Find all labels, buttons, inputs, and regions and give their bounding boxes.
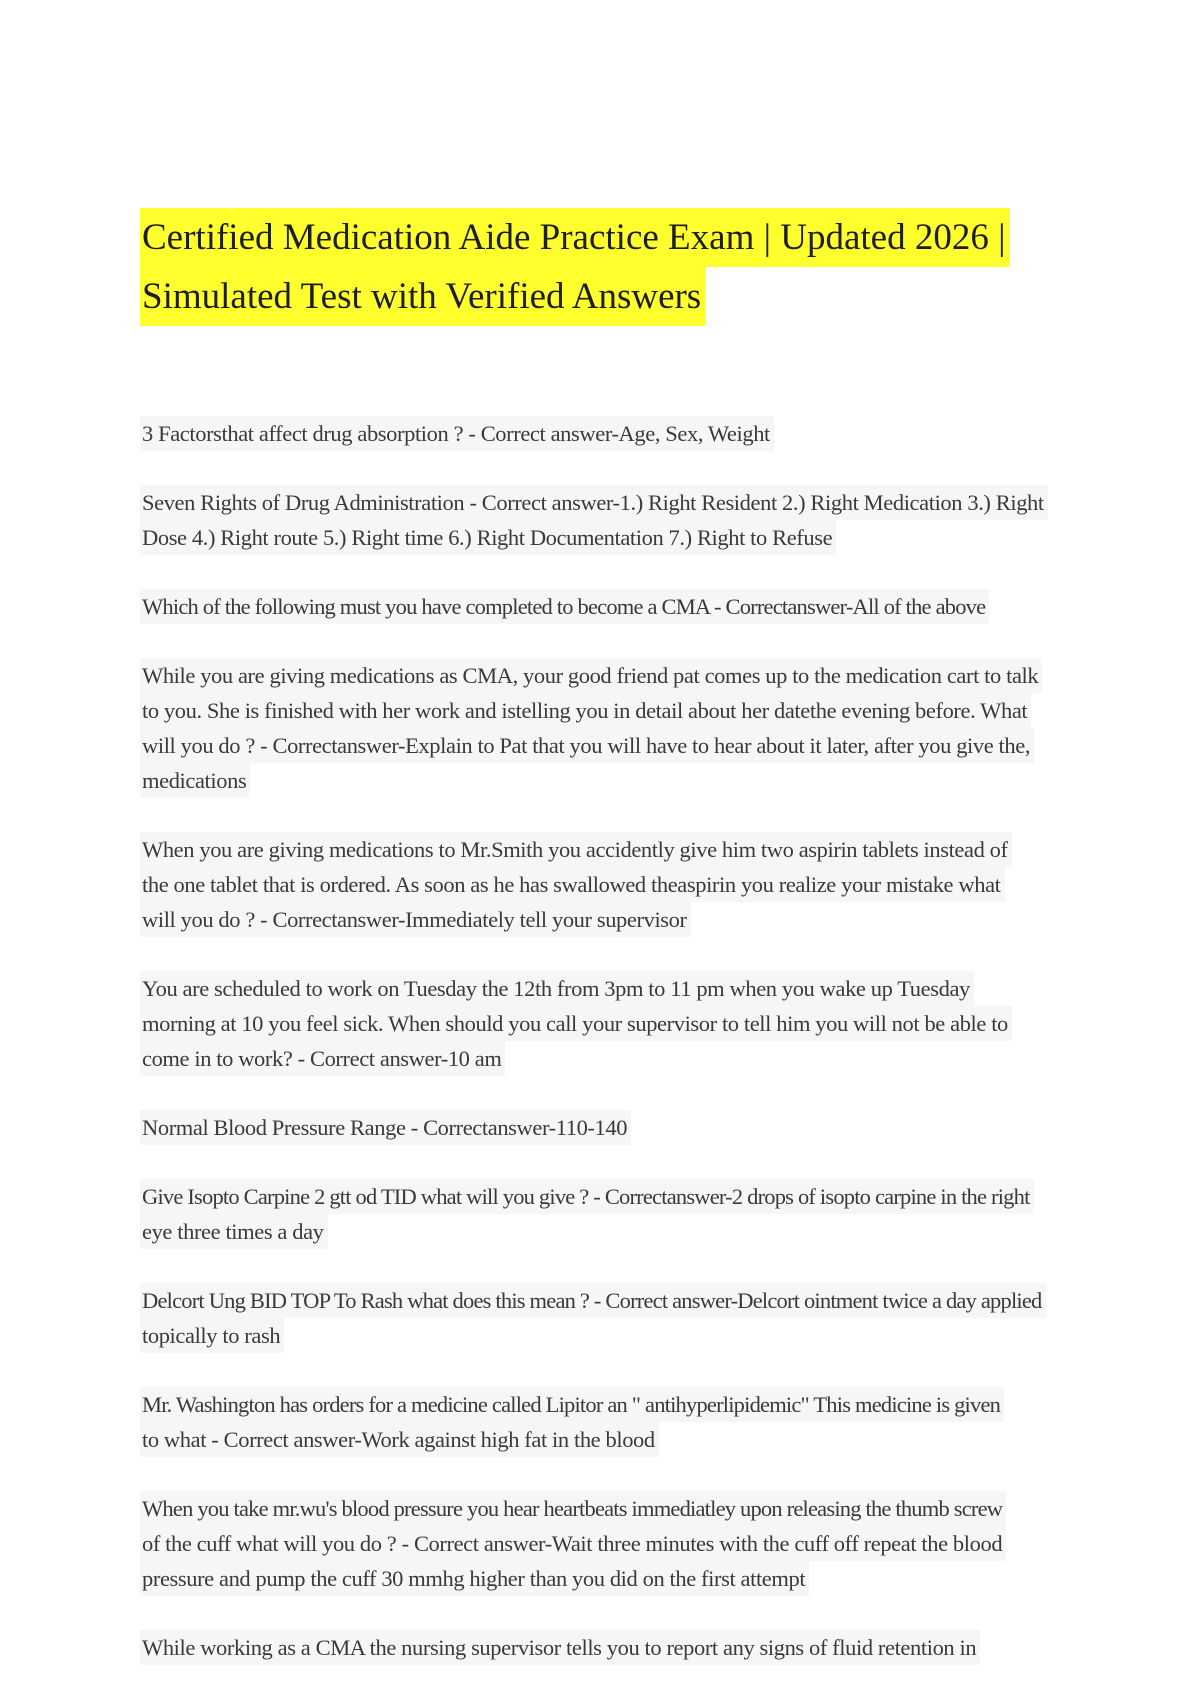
qa-line: will you do ? - Correctanswer-Immediately tell your supervisor [140, 902, 691, 937]
document-title [140, 208, 1040, 326]
qa-line: Which of the following must you have completed to become a CMA - Correctanswer-All of the above [140, 589, 989, 624]
qa-line: morning at 10 you feel sick. When should you call your supervisor to tell him you will not be able to [140, 1006, 1012, 1041]
qa-entry [140, 832, 1100, 937]
qa-entry [140, 1283, 1100, 1353]
qa-entry [140, 416, 1100, 451]
qa-entry [140, 1110, 1100, 1145]
qa-line: Seven Rights of Drug Administration - Correct answer-1.) Right Resident 2.) Right Medication 3.) Right [140, 485, 1048, 520]
qa-list [140, 416, 1100, 1699]
qa-line: eye three times a day [140, 1214, 328, 1249]
qa-line: Delcort Ung BID TOP To Rash what does this mean ? - Correct answer-Delcort ointment twice a day applied [140, 1283, 1046, 1318]
qa-line: come in to work? - Correct answer-10 am [140, 1041, 505, 1076]
qa-line: will you do ? - Correctanswer-Explain to Pat that you will have to hear about it later, after you give the, [140, 728, 1034, 763]
qa-line: 3 Factorsthat affect drug absorption ? - Correct answer-Age, Sex, Weight [140, 416, 774, 451]
qa-line: When you are giving medications to Mr.Smith you accidently give him two aspirin tablets instead of [140, 832, 1012, 867]
qa-entry [140, 658, 1100, 798]
qa-entry [140, 1179, 1100, 1249]
qa-line: topically to rash [140, 1318, 284, 1353]
qa-line: When you take mr.wu's blood pressure you hear heartbeats immediatley upon releasing the thumb screw [140, 1491, 1006, 1526]
title-line-2: Simulated Test with Verified Answers [140, 267, 705, 326]
qa-entry [140, 1387, 1100, 1457]
qa-line: to what - Correct answer-Work against high fat in the blood [140, 1422, 659, 1457]
qa-line: Give Isopto Carpine 2 gtt od TID what will you give ? - Correctanswer-2 drops of isopto carpine in the right [140, 1179, 1034, 1214]
qa-line: Mr. Washington has orders for a medicine called Lipitor an " antihyperlipidemic" This medicine is given [140, 1387, 1004, 1422]
qa-entry [140, 1491, 1100, 1596]
title-line-1: Certified Medication Aide Practice Exam | Updated 2026 | [140, 208, 1010, 267]
qa-line: While you are giving medications as CMA, your good friend pat comes up to the medication cart to talk [140, 658, 1042, 693]
qa-entry [140, 971, 1100, 1076]
qa-line: to you. She is finished with her work and istelling you in detail about her datethe evening before. What [140, 693, 1031, 728]
qa-line: of the cuff what will you do ? - Correct answer-Wait three minutes with the cuff off repeat the blood [140, 1526, 1006, 1561]
qa-line: Dose 4.) Right route 5.) Right time 6.) Right Documentation 7.) Right to Refuse [140, 520, 836, 555]
qa-line: Normal Blood Pressure Range - Correctanswer-110-140 [140, 1110, 631, 1145]
qa-line: You are scheduled to work on Tuesday the 12th from 3pm to 11 pm when you wake up Tuesday [140, 971, 974, 1006]
qa-line: pressure and pump the cuff 30 mmhg higher than you did on the first attempt [140, 1561, 809, 1596]
qa-entry [140, 485, 1100, 555]
qa-entry [140, 589, 1100, 624]
qa-entry [140, 1630, 1100, 1665]
qa-line: the one tablet that is ordered. As soon as he has swallowed theaspirin you realize your mistake what [140, 867, 1005, 902]
qa-line: medications [140, 763, 250, 798]
qa-line: While working as a CMA the nursing supervisor tells you to report any signs of fluid retention in [140, 1630, 980, 1665]
